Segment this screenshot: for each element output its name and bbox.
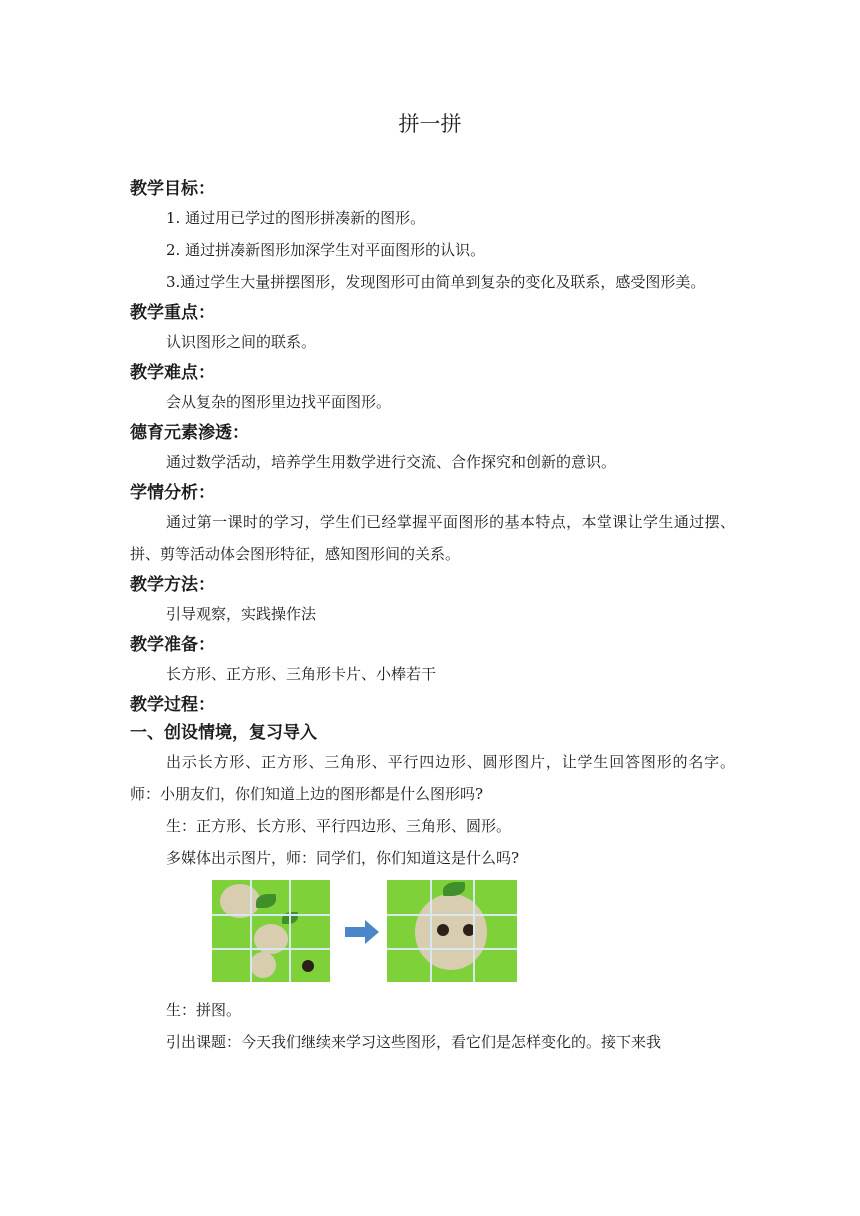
paragraph: 1. 通过用已学过的图形拼凑新的图形。	[166, 209, 426, 227]
section-moral-education	[130, 420, 735, 478]
section-heading: 教学方法：	[130, 575, 215, 595]
page-title: 拼一拼	[398, 112, 462, 136]
paragraph: 长方形、正方形、三角形卡片、小棒若干	[166, 665, 437, 683]
section-heading: 教学重点：	[130, 303, 215, 323]
section-key-points	[130, 300, 735, 358]
section-heading: 德育元素渗透：	[130, 423, 249, 443]
paragraph: 通过第一课时的学习，学生们已经掌握平面图形的基本特点，本堂课让学生通过摆、拼、剪等活动体会图形特征，感知图形间的关系。	[130, 513, 735, 563]
paragraph: 通过数学活动，培养学生用数学进行交流、合作探究和创新的意识。	[166, 453, 617, 471]
document-body	[130, 176, 735, 1058]
paragraph: 多媒体出示图片，师：同学们，你们知道这是什么吗?	[166, 849, 520, 867]
section-objectives	[130, 176, 735, 298]
section-methods	[130, 572, 735, 630]
paragraph: 引出课题：今天我们继续来学习这些图形，看它们是怎样变化的。接下来我	[166, 1033, 662, 1051]
scrambled-puzzle-image	[212, 880, 330, 982]
section-process	[130, 692, 735, 718]
paragraph: 生：拼图。	[166, 1001, 242, 1019]
section-heading: 教学目标：	[130, 179, 215, 199]
assembled-puzzle-image	[387, 880, 517, 982]
paragraph: 3.通过学生大量拼摆图形，发现图形可由简单到复杂的变化及联系，感受图形美。	[166, 273, 706, 291]
section-heading: 教学难点：	[130, 363, 215, 383]
paragraph: 认识图形之间的联系。	[166, 333, 317, 351]
section-difficulties	[130, 360, 735, 418]
paragraph: 引导观察，实践操作法	[166, 605, 317, 623]
part-one	[130, 720, 735, 1058]
section-learner-analysis	[130, 480, 735, 570]
paragraph: 出示长方形、正方形、三角形、平行四边形、圆形图片，让学生回答图形的名字。师：小朋友们，你们知道上边的图形都是什么图形吗?	[130, 753, 735, 803]
puzzle-illustration	[130, 880, 735, 990]
paragraph: 会从复杂的图形里边找平面图形。	[166, 393, 392, 411]
section-heading: 学情分析：	[130, 483, 215, 503]
section-heading: 教学准备：	[130, 635, 215, 655]
paragraph: 生：正方形、长方形、平行四边形、三角形、圆形。	[166, 817, 512, 835]
paragraph: 2. 通过拼凑新图形加深学生对平面图形的认识。	[166, 241, 486, 259]
arrow-right-icon	[345, 920, 379, 944]
section-preparation	[130, 632, 735, 690]
section-heading: 教学过程：	[130, 695, 215, 715]
part-heading: 一、创设情境，复习导入	[130, 723, 317, 743]
